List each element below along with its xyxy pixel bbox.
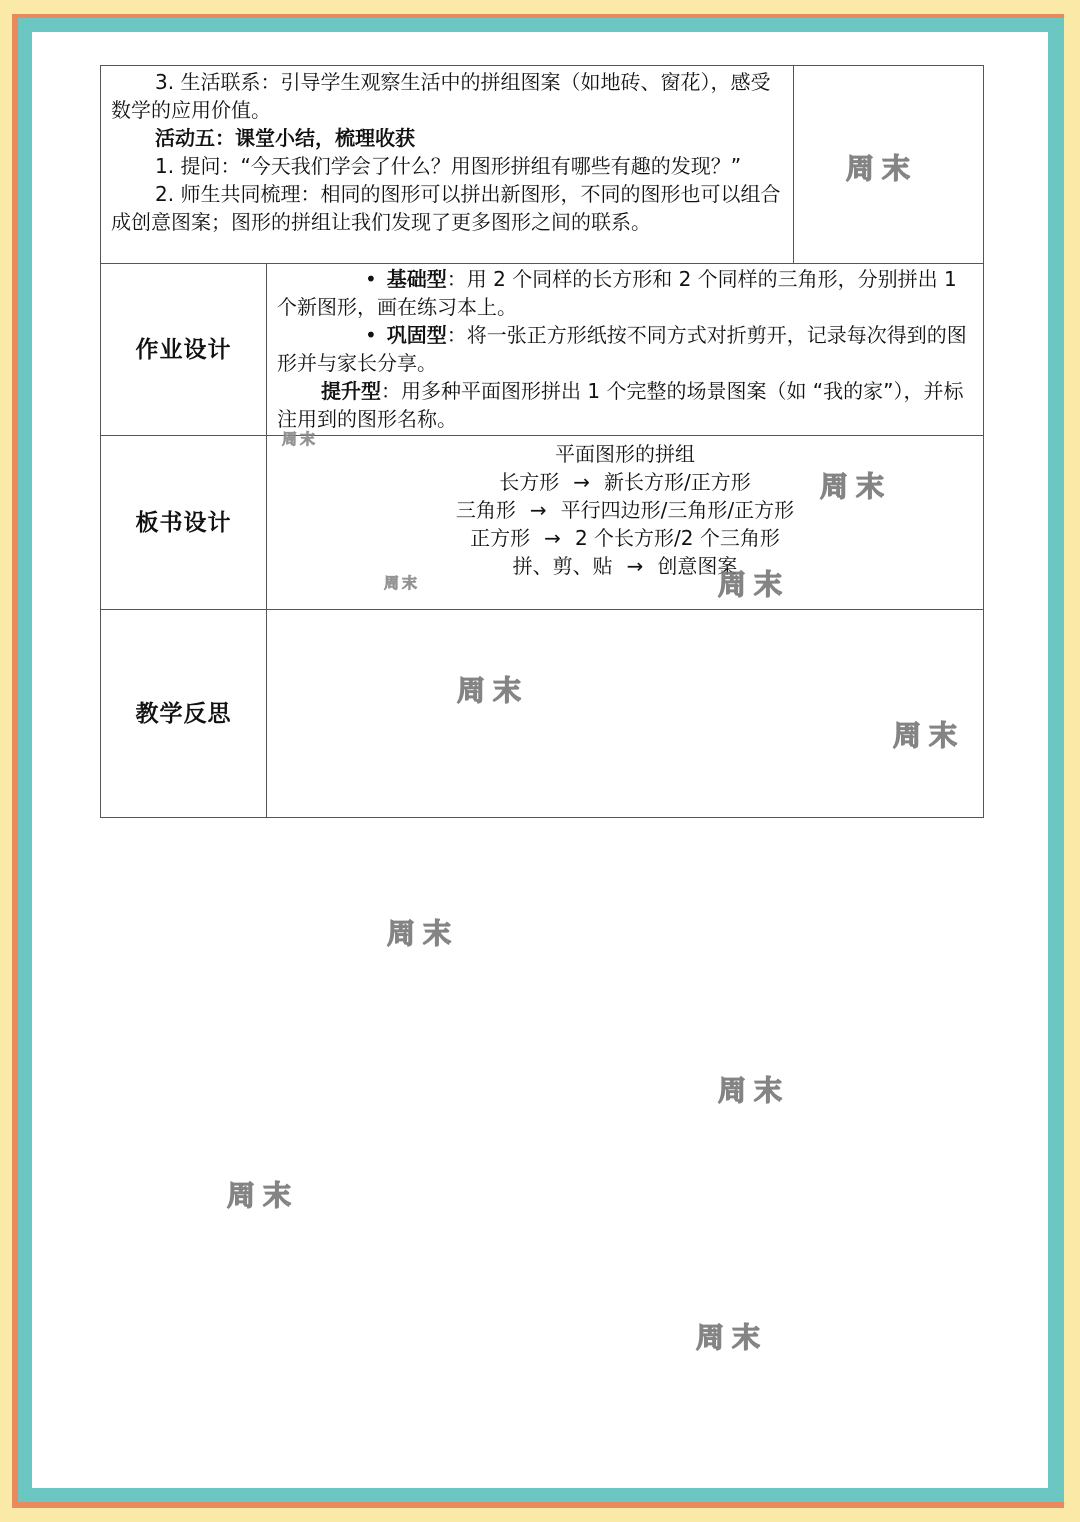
homework-item-advanced: 提升型：用多种平面图形拼出 1 个完整的场景图案（如 “我的家”），并标注用到的图形名称。 <box>277 379 964 431</box>
arrow-icon: → <box>626 554 644 578</box>
arrow-icon: → <box>573 470 591 494</box>
watermark: 周末 <box>718 568 791 601</box>
watermark: 周末 <box>718 1074 791 1107</box>
activity-content-cell <box>101 66 794 264</box>
arrow-icon: → <box>544 526 561 550</box>
homework-item-basic: • 基础型：用 2 个同样的长方形和 2 个同样的三角形，分别拼出 1 个新图形，画在练习本上。 <box>277 267 957 319</box>
board-title: 平面图形的拼组 <box>555 442 695 466</box>
board-line: 正方形 → 2 个长方形/2 个三角形 <box>470 526 780 550</box>
homework-content-cell <box>267 264 984 436</box>
board-line: 拼、剪、贴 → 创意图案 <box>512 554 738 578</box>
reflection-content-cell <box>267 610 984 818</box>
board-content-cell <box>267 436 984 610</box>
bullet-icon: • <box>365 267 377 291</box>
question-text: 1. 提问：“今天我们学会了什么？用图形拼组有哪些有趣的发现？” <box>155 154 742 178</box>
watermark: 周末 <box>846 152 919 185</box>
reflection-row <box>101 610 984 818</box>
watermark: 周末 <box>696 1321 769 1354</box>
reflection-label: 教学反思 <box>101 610 267 818</box>
activity5-title: 活动五：课堂小结，梳理收获 <box>155 126 415 150</box>
board-line: 长方形 → 新长方形/正方形 <box>499 470 751 494</box>
arrow-icon: → <box>529 498 547 522</box>
watermark: 周末 <box>820 470 893 503</box>
watermark: 周末 <box>384 574 421 592</box>
board-row <box>101 436 984 610</box>
life-connection-text: 3. 生活联系：引导学生观察生活中的拼组图案（如地砖、窗花），感受数学的应用价值。 <box>111 70 771 122</box>
watermark: 周末 <box>893 719 966 752</box>
homework-row <box>101 264 984 436</box>
board-label: 板书设计 <box>101 436 267 610</box>
watermark: 周末 <box>227 1179 300 1212</box>
bullet-icon: • <box>365 323 377 347</box>
watermark: 周末 <box>282 430 319 448</box>
homework-label: 作业设计 <box>101 264 267 436</box>
watermark: 周末 <box>387 917 460 950</box>
board-line: 三角形 → 平行四边形/三角形/正方形 <box>455 498 795 522</box>
homework-item-consolidate: • 巩固型：将一张正方形纸按不同方式对折剪开，记录每次得到的图形并与家长分享。 <box>277 323 967 375</box>
watermark: 周末 <box>457 674 530 707</box>
summary-text: 2. 师生共同梳理：相同的图形可以拼出新图形，不同的图形也可以组合成创意图案；图形的拼组让我们发现了更多图形之间的联系。 <box>111 182 781 234</box>
